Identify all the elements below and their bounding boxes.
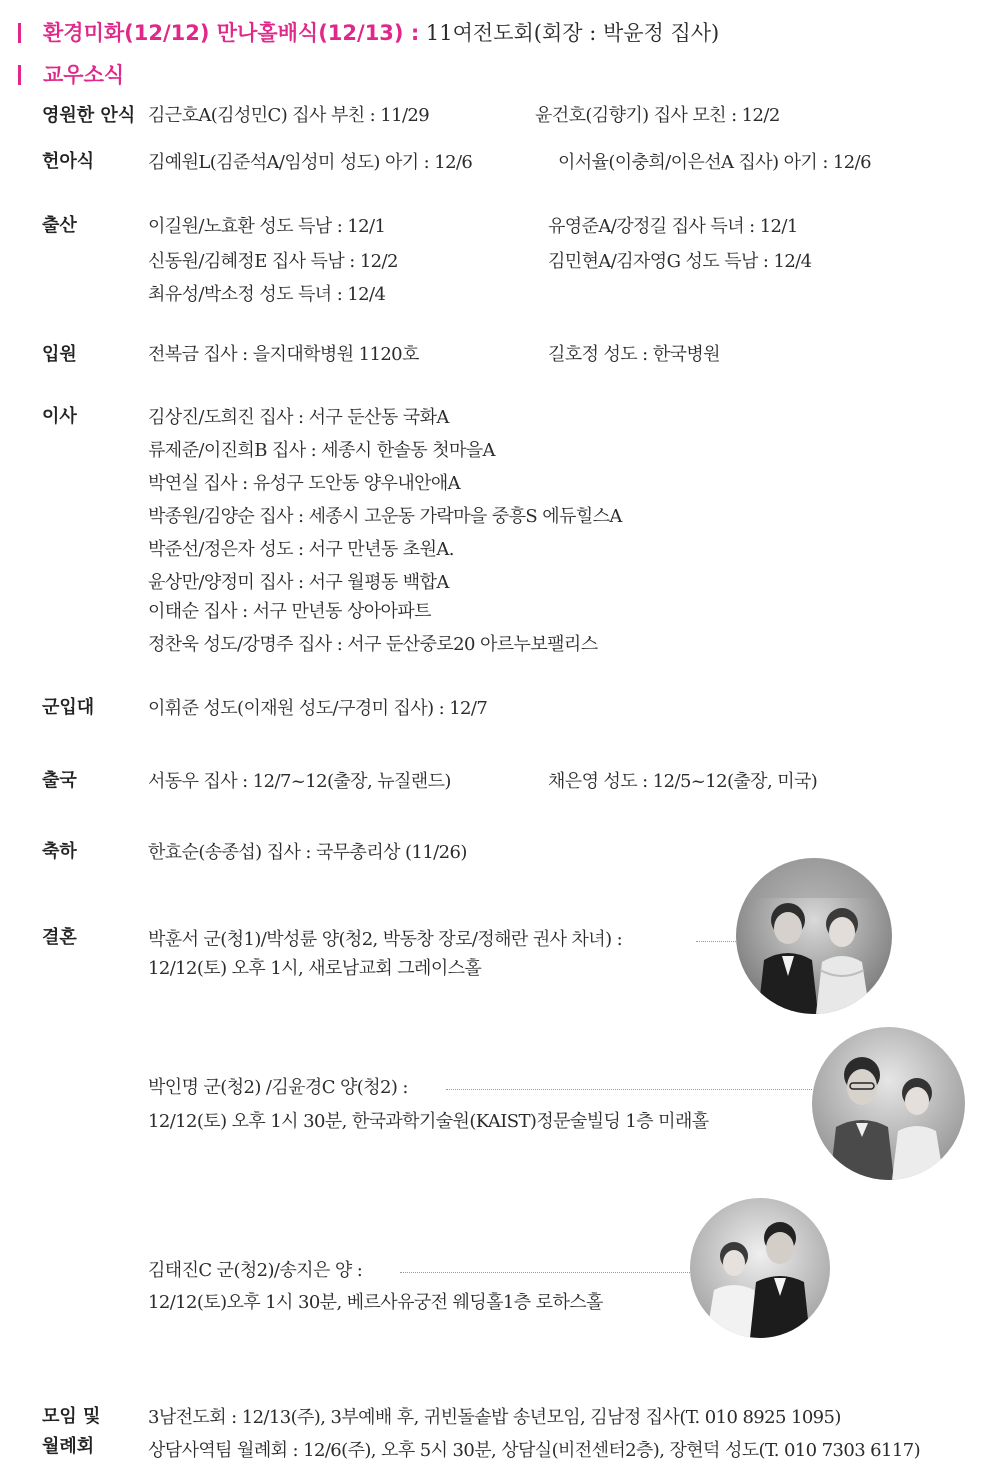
label-moving: 이사 bbox=[42, 406, 77, 427]
label-funeral: 영원한 안식 bbox=[42, 105, 136, 126]
wedding-2-line1: 박인명 군(청2) /김윤경C 양(청2) : bbox=[148, 1077, 408, 1098]
funeral-right: 윤건호(김향기) 집사 모친 : 12/2 bbox=[535, 105, 780, 126]
dedication-left: 김예원L(김준석A/임성미 성도) 아기 : 12/6 bbox=[148, 152, 473, 173]
moving-line: 김상진/도희진 집사 : 서구 둔산동 국화A bbox=[148, 407, 449, 428]
wedding-2-line2: 12/12(토) 오후 1시 30분, 한국과학기술원(KAIST)정문술빌딩 1층 미래홀 bbox=[148, 1111, 709, 1132]
header-cleaning-highlight: 환경미화(12/12) 만나홀배식(12/13) : bbox=[43, 21, 420, 45]
wedding-photo-1 bbox=[736, 858, 892, 1014]
hospital-right: 길호정 성도 : 한국병원 bbox=[548, 344, 720, 365]
wedding-3-leader bbox=[400, 1272, 690, 1273]
header-line-cleaning bbox=[18, 20, 719, 46]
label-birth: 출산 bbox=[42, 215, 77, 236]
moving-line: 박준선/정은자 성도 : 서구 만년동 초원A. bbox=[148, 539, 454, 560]
meeting-line: 상담사역팀 월례회 : 12/6(주), 오후 5시 30분, 상담실(비전센터2층), 장현덕 성도(T. 010 7303 6117) bbox=[148, 1440, 920, 1461]
label-hospital: 입원 bbox=[42, 344, 77, 365]
hospital-left: 전복금 집사 : 을지대학병원 1120호 bbox=[148, 344, 419, 365]
wedding-3-line1: 김태진C 군(청2)/송지은 양 : bbox=[148, 1260, 363, 1281]
congrats-text: 한효순(송종섭) 집사 : 국무총리상 (11/26) bbox=[148, 842, 467, 863]
moving-line: 윤상만/양정미 집사 : 서구 월평동 백합A bbox=[148, 572, 449, 593]
moving-line: 이태순 집사 : 서구 만년동 상아아파트 bbox=[148, 601, 431, 622]
label-congrats: 축하 bbox=[42, 841, 77, 862]
birth-row-1-left: 이길원/노효환 성도 득남 : 12/1 bbox=[148, 216, 386, 237]
wedding-3-line2: 12/12(토)오후 1시 30분, 베르사유궁전 웨딩홀1층 로하스홀 bbox=[148, 1292, 603, 1313]
departure-left: 서동우 집사 : 12/7~12(출장, 뉴질랜드) bbox=[148, 771, 451, 792]
header-line-news bbox=[18, 62, 124, 88]
moving-line: 박종원/김양순 집사 : 세종시 고운동 가락마을 중흥S 에듀힐스A bbox=[148, 506, 622, 527]
label-dedication: 헌아식 bbox=[42, 151, 95, 172]
birth-row-3-left: 최유성/박소정 성도 득녀 : 12/4 bbox=[148, 284, 386, 305]
label-meetings-line2: 월례회 bbox=[42, 1436, 95, 1457]
label-meetings-line1: 모임 및 bbox=[42, 1406, 101, 1427]
header-bar bbox=[18, 65, 21, 85]
wedding-1-line1: 박훈서 군(청1)/박성륜 양(청2, 박동창 장로/정해란 권사 차녀) : bbox=[148, 929, 623, 950]
wedding-1-leader bbox=[696, 941, 736, 942]
departure-right: 채은영 성도 : 12/5~12(출장, 미국) bbox=[548, 771, 818, 792]
wedding-1-line2: 12/12(토) 오후 1시, 새로남교회 그레이스홀 bbox=[148, 958, 482, 979]
dedication-right: 이서율(이충희/이은선A 집사) 아기 : 12/6 bbox=[558, 152, 871, 173]
military-text: 이휘준 성도(이재원 성도/구경미 집사) : 12/7 bbox=[148, 698, 488, 719]
label-military: 군입대 bbox=[42, 697, 95, 718]
section-title-news: 교우소식 bbox=[43, 63, 125, 87]
label-departure: 출국 bbox=[42, 770, 77, 791]
wedding-photo-2 bbox=[812, 1027, 965, 1180]
label-wedding: 결혼 bbox=[42, 927, 77, 948]
moving-line: 류제준/이진희B 집사 : 세종시 한솔동 첫마을A bbox=[148, 440, 495, 461]
birth-row-2-right: 김민현A/김자영G 성도 득남 : 12/4 bbox=[548, 251, 812, 272]
birth-row-2-left: 신동원/김혜정E 집사 득남 : 12/2 bbox=[148, 251, 398, 272]
funeral-left: 김근호A(김성민C) 집사 부친 : 11/29 bbox=[148, 105, 430, 126]
wedding-2-leader bbox=[446, 1089, 812, 1090]
birth-row-1-right: 유영준A/강정길 집사 득녀 : 12/1 bbox=[548, 216, 798, 237]
wedding-photo-3 bbox=[690, 1198, 830, 1338]
meeting-line: 3남전도회 : 12/13(주), 3부예배 후, 귀빈돌솥밥 송년모임, 김남정 집사(T. 010 8925 1095) bbox=[148, 1407, 841, 1428]
moving-line: 정찬욱 성도/강명주 집사 : 서구 둔산중로20 아르누보팰리스 bbox=[148, 634, 598, 655]
moving-line: 박연실 집사 : 유성구 도안동 양우내안애A bbox=[148, 473, 461, 494]
header-bar bbox=[18, 23, 21, 43]
header-cleaning-rest: 11여전도회(회장 : 박윤정 집사) bbox=[419, 21, 720, 45]
